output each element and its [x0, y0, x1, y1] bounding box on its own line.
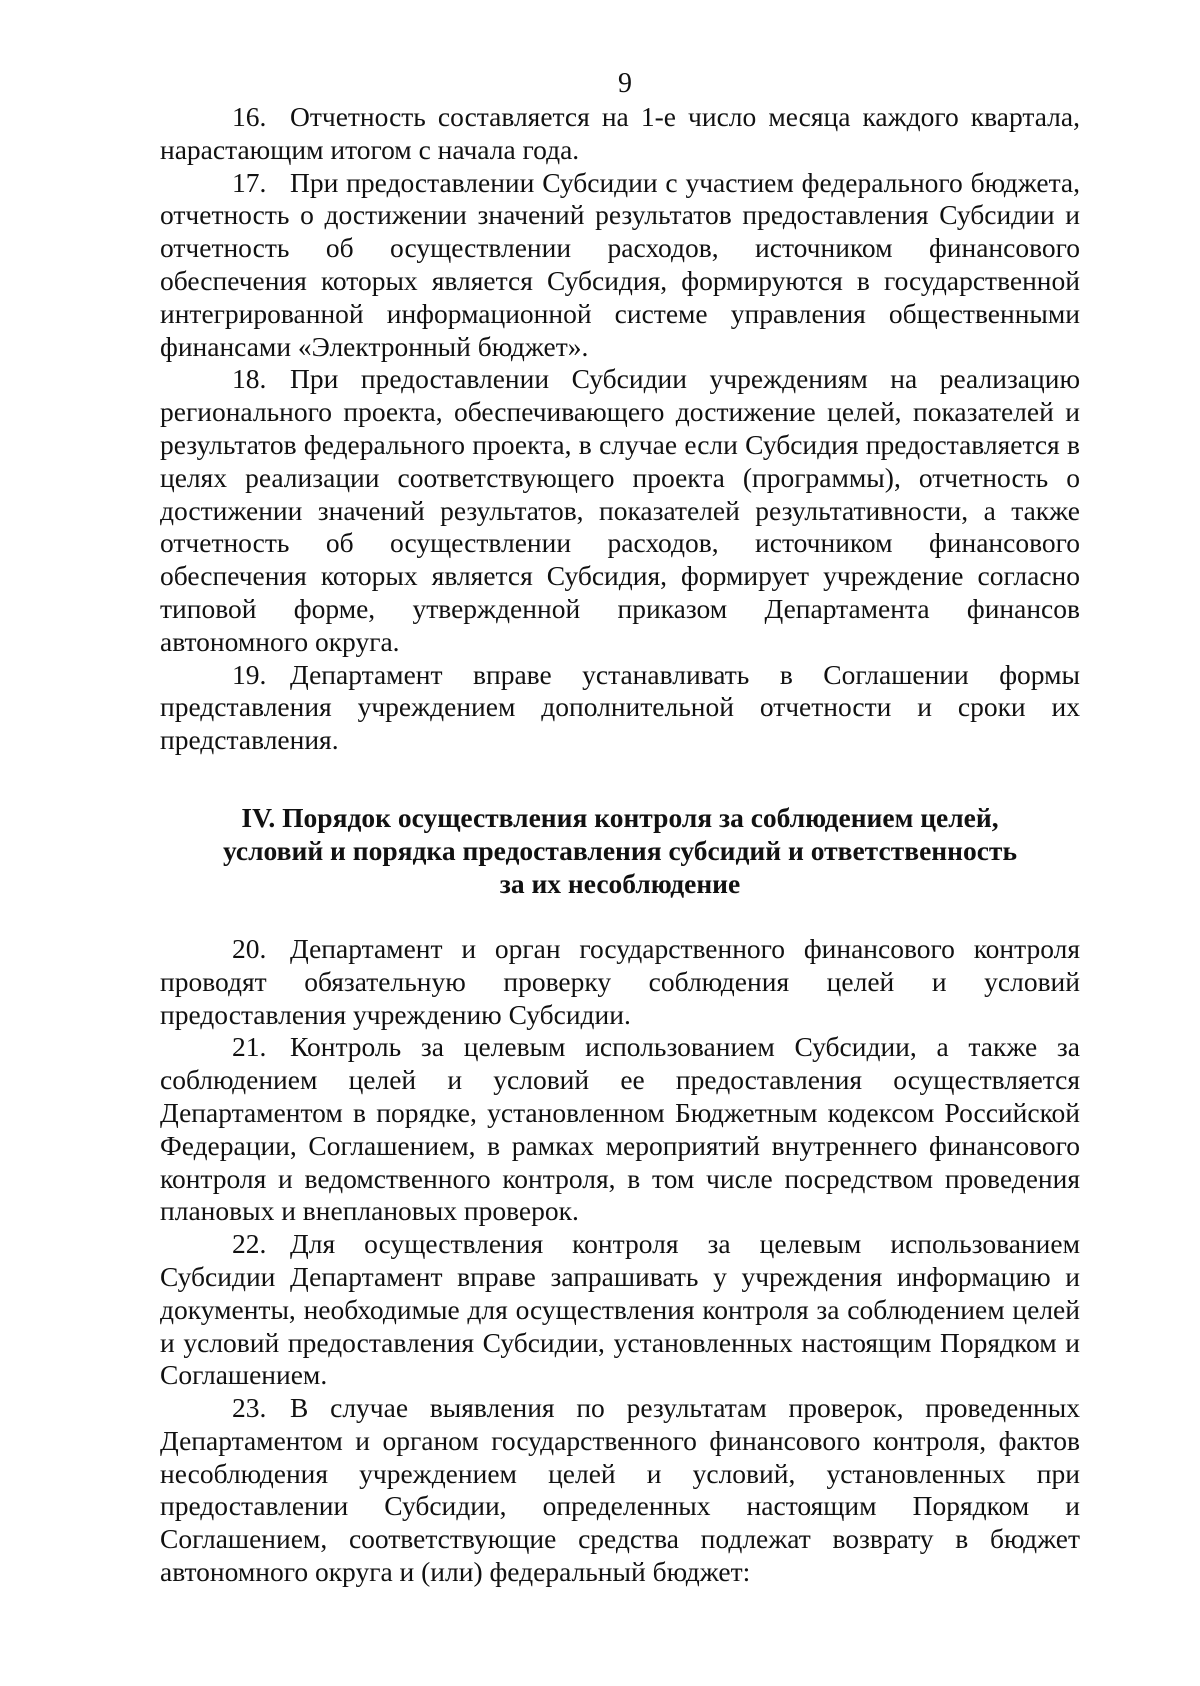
- section-heading-line: за их несоблюдение: [499, 867, 741, 899]
- paragraph-22: [160, 1228, 1080, 1392]
- paragraph-21: [160, 1031, 1080, 1228]
- paragraph-text: При предоставлении Субсидии учреждениям на реализацию регионального проекта, обеспечивающего достижение целей, показателей и результатов федерального проекта, в случае если Субсидия предоставляется в целях реализации соответствующего проекта (программы), отчетность о достижении значений результатов, показателей результативности, а также отчетность об осуществлении расходов, источником финансового обеспечения которых является Субсидия, формирует учреждение согласно типовой форме, утвержденной приказом Департамента финансов автономного округа.: [160, 363, 1080, 657]
- paragraph-text: При предоставлении Субсидии с участием федерального бюджета, отчетность о достижении значений результатов предоставления Субсидии и отчетность об осуществлении расходов, источником финансового обеспечения которых является Субсидия, формируются в государственной интегрированной информационной системе управления общественными финансами «Электронный бюджет».: [160, 166, 1080, 362]
- paragraph-number: 19.: [232, 658, 267, 690]
- paragraph-text: Отчетность составляется на 1-е число месяца каждого квартала, нарастающим итогом с начала года.: [160, 101, 1080, 165]
- paragraph-23: [160, 1392, 1080, 1589]
- paragraph-number: 23.: [232, 1392, 267, 1424]
- paragraph-number: 16.: [232, 101, 267, 132]
- section-heading-line: IV. Порядок осуществления контроля за соблюдением целей,: [241, 801, 999, 833]
- paragraph-16: [160, 101, 1080, 167]
- paragraph-number: 20.: [232, 932, 267, 964]
- page-number: 9: [618, 68, 632, 99]
- paragraph-text: Контроль за целевым использованием Субсидии, а также за соблюдением целей и условий ее предоставления осуществляется Департаментом в порядке, установленном Бюджетным кодексом Российской Федерации, Соглашением, в рамках мероприятий внутреннего финансового контроля и ведомственного контроля, в том числе посредством проведения плановых и внеплановых проверок.: [160, 1031, 1080, 1227]
- paragraph-20: [160, 933, 1080, 1031]
- paragraph-text: Для осуществления контроля за целевым использованием Субсидии Департамент вправе запрашивать у учреждения информацию и документы, необходимые для осуществления контроля за соблюдением целей и условий предоставления Субсидии, установленных настоящим Порядком и Соглашением.: [160, 1228, 1080, 1391]
- paragraph-19: [160, 659, 1080, 757]
- paragraph-number: 21.: [232, 1031, 267, 1063]
- paragraph-number: 17.: [232, 166, 267, 198]
- paragraph-number: 18.: [232, 363, 267, 395]
- paragraph-number: 22.: [232, 1228, 267, 1260]
- paragraph-18: [160, 363, 1080, 658]
- section-heading-line: условий и порядка предоставления субсидий и ответственность: [223, 834, 1017, 866]
- paragraph-text: Департамент и орган государственного финансового контроля проводят обязательную проверку соблюдения целей и условий предоставления учреждению Субсидии.: [160, 932, 1080, 1030]
- document-body: [160, 101, 1080, 1589]
- paragraph-17: [160, 167, 1080, 364]
- paragraph-text: В случае выявления по результатам проверок, проведенных Департаментом и органом государственного финансового контроля, фактов несоблюдения учреждением целей и условий, установленных при предоставлении Субсидии, определенных настоящим Порядком и Соглашением, соответствующие средства подлежат возврату в бюджет автономного округа и (или) федеральный бюджет:: [160, 1392, 1080, 1588]
- section-heading: [160, 801, 1080, 900]
- paragraph-text: Департамент вправе устанавливать в Соглашении формы представления учреждением дополнительной отчетности и сроки их представления.: [160, 658, 1080, 756]
